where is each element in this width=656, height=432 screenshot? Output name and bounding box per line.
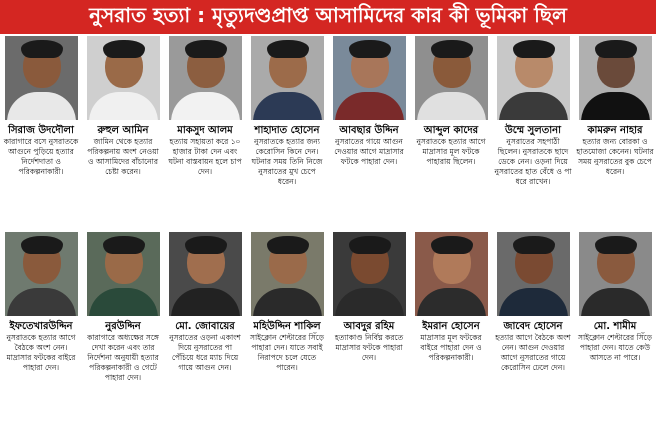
- accused-role: নুসরাতের গায়ে আগুন দেওয়ার আগে মাদ্রাসার ফটকে পাহারা দেন।: [334, 137, 404, 166]
- accused-name: শাহাদাত হোসেন: [254, 125, 320, 136]
- portrait-shoulders: [499, 288, 568, 316]
- portrait-hair: [349, 236, 391, 254]
- portrait-photo: [5, 36, 78, 120]
- portrait-shoulders: [89, 92, 158, 120]
- portrait-photo: [333, 36, 406, 120]
- portrait-shoulders: [171, 92, 240, 120]
- portrait-hair: [513, 40, 555, 58]
- portrait-hair: [595, 40, 637, 58]
- portrait-shoulders: [89, 288, 158, 316]
- portrait-photo: [87, 232, 160, 316]
- accused-role: নুসরাতের ওড়না একাংশ দিয়ে নুসরাতের পা পেঁচিয়ে ধরে ম্যাচ দিয়ে গায়ে আগুন দেন।: [169, 333, 241, 372]
- portrait-photo: [497, 232, 570, 316]
- accused-name: জাবেদ হোসেন: [503, 321, 563, 332]
- portrait-shoulders: [253, 288, 322, 316]
- accused-name: আবদুর রহিম: [343, 321, 395, 332]
- portrait-shoulders: [171, 288, 240, 316]
- portrait-hair: [185, 236, 227, 254]
- portrait-photo: [87, 36, 160, 120]
- accused-name: মো. জোবায়ের: [175, 321, 235, 332]
- accused-name: কামরুন নাহার: [587, 125, 643, 136]
- accused-role: কারাগারে বসে নুসরাতকে আগুনে পুড়িয়ে হত্যার নির্দেশদাতা ও পরিকল্পনাকারী।: [3, 137, 79, 176]
- portrait-shoulders: [417, 92, 486, 120]
- portrait-shoulders: [253, 92, 322, 120]
- portrait-shoulders: [417, 288, 486, 316]
- accused-name: আব্দুল কাদের: [423, 125, 479, 136]
- accused-name: নুরউদ্দিন: [105, 321, 141, 332]
- portrait-hair: [103, 40, 145, 58]
- portrait-shoulders: [7, 288, 76, 316]
- page-title: নুসরাত হত্যা : মৃত্যুদণ্ডপ্রাপ্ত আসামিদের কার কী ভূমিকা ছিল: [89, 2, 567, 27]
- accused-name: উম্মে সুলতানা: [504, 125, 562, 136]
- accused-role: নুসরাতকে হত্যার আগে বৈঠকে অংশ নেন। মাদ্রাসার ফটকের বাইরে পাহারা দেন।: [6, 333, 76, 372]
- portrait-photo: [415, 232, 488, 316]
- portrait-hair: [267, 40, 309, 58]
- accused-role: নুসরাতকে হত্যার আগে মাদ্রাসার মূল ফটকে পাহারায় ছিলেন।: [416, 137, 486, 166]
- accused-name: মাকসুদ আলম: [177, 125, 233, 136]
- accused-role: মাদ্রাসার মূল ফটকের বাইরে পাহারা দেন ও পরিকল্পনাকারী।: [420, 333, 482, 362]
- portrait-shoulders: [581, 92, 650, 120]
- accused-role: জামিন থেকে হত্যার পরিকল্পনায় অংশ নেওয়া ও আসামিদের বাঁচানোর চেষ্টা করেন।: [87, 137, 159, 176]
- portrait-shoulders: [335, 288, 404, 316]
- portrait-photo: [169, 232, 242, 316]
- accused-role: হত্যার আগে বৈঠকে অংশ নেন। আগুন দেওয়ার আগে নুসরাতের গায়ে কেরোসিন ঢেলে দেন।: [495, 333, 571, 372]
- portrait-shoulders: [7, 92, 76, 120]
- accused-role: হত্যাকাণ্ড নির্বিঘ্ন করতে মাদ্রাসার ফটকে পাহারা দেন।: [334, 333, 404, 362]
- portrait-photo: [251, 232, 324, 316]
- portrait-photo: [579, 232, 652, 316]
- portrait-shoulders: [335, 92, 404, 120]
- accused-name: ইমরান হোসেন: [422, 321, 480, 332]
- portrait-hair: [21, 236, 63, 254]
- accused-role: নুসরাতের সহপাঠী ছিলেন। নুসরাতকে ছাদে ডেকে নেন। ওড়না দিয়ে নুসরাতের হাত বেঁধে ও পা ধরে রাখেন।: [494, 137, 572, 186]
- title-banner: [0, 0, 656, 34]
- portrait-photo: [251, 36, 324, 120]
- accused-name: আবছার উদ্দিন: [339, 125, 399, 136]
- portrait-shoulders: [499, 92, 568, 120]
- portrait-shoulders: [581, 288, 650, 316]
- portrait-hair: [431, 236, 473, 254]
- accused-name: রুহুল আমিন: [97, 125, 149, 136]
- accused-name: ইফতেখারউদ্দিন: [9, 321, 73, 332]
- portrait-hair: [595, 236, 637, 254]
- accused-role: কারাগারে অধ্যক্ষের সঙ্গে দেখা করেন এবং তার নির্দেশনা অনুযায়ী হত্যার পরিকল্পনাকারী ও গেটে পাহারা দেন।: [87, 333, 159, 382]
- accused-role: সাইক্লোন শেল্টারের সিঁড়ে পাহারা দেন। যাতে সবাই নিরাপদে চলে যেতে পারেন।: [250, 333, 324, 372]
- accused-grid: [0, 36, 656, 432]
- portrait-photo: [415, 36, 488, 120]
- portrait-hair: [513, 236, 555, 254]
- portrait-photo: [169, 36, 242, 120]
- accused-name: সিরাজ উদদৌলা: [8, 125, 74, 136]
- accused-name: মহিউদ্দিন শাকিল: [253, 321, 321, 332]
- portrait-hair: [431, 40, 473, 58]
- portrait-hair: [267, 236, 309, 254]
- portrait-hair: [185, 40, 227, 58]
- accused-role: সাইক্লোন শেল্টারের সিঁড়ে পাহারা দেন। যাতে কেউ আসতে না পারে।: [578, 333, 652, 362]
- portrait-hair: [103, 236, 145, 254]
- accused-name: মো. শামীম: [593, 321, 637, 332]
- portrait-photo: [5, 232, 78, 316]
- portrait-hair: [349, 40, 391, 58]
- portrait-photo: [579, 36, 652, 120]
- portrait-photo: [497, 36, 570, 120]
- accused-role: হত্যার জন্য বোরকা ও হাতমোজা কেনেন। ঘটনার সময় নুসরাতের বুক চেপে ধরেন।: [576, 137, 654, 176]
- portrait-hair: [21, 40, 63, 58]
- portrait-photo: [333, 232, 406, 316]
- accused-role: হত্যায় সহায়তা করে ১০ হাজার টাকা দেন এবং ঘটনা বাস্তবায়ন হলে চাপ দেন।: [168, 137, 242, 176]
- accused-role: নুসরাতকে হত্যার জন্য কেরোসিন কিনে দেন। ঘটনার সময় তিনি নিজে নুসরাতের মুখ চেপে ধরেন।: [251, 137, 323, 186]
